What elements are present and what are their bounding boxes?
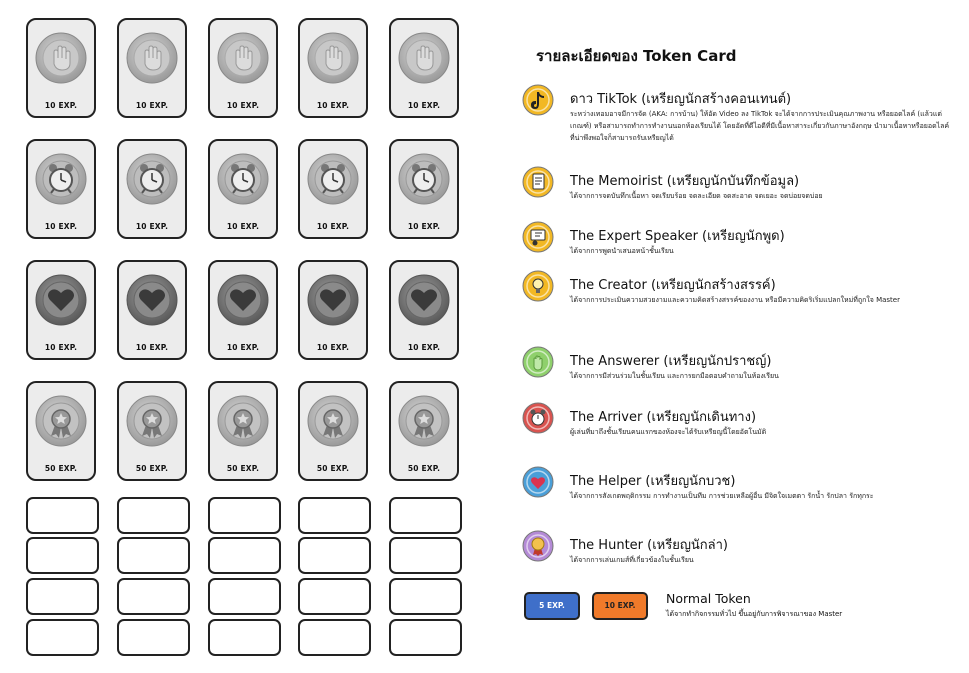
hand-icon (35, 32, 87, 84)
card-exp-label: 10 EXP. (135, 101, 169, 110)
card-exp-label: 50 EXP. (44, 464, 78, 473)
blank-card (208, 537, 281, 574)
hand-icon (126, 32, 178, 84)
token-item-name: The Answerer (เหรียญนักปราชญ์) (570, 354, 772, 369)
token-item-desc: ได้จากการมีส่วนร่วมในชั้นเรียน และการยกมือตอบคำถามในห้องเรียน (570, 372, 779, 380)
panel-title: รายละเอียดของ Token Card (536, 47, 737, 65)
alarm-clock-icon (522, 402, 554, 434)
card-exp-label: 10 EXP. (44, 343, 78, 352)
heart-icon (35, 274, 87, 326)
card-exp-label: 10 EXP. (316, 101, 350, 110)
normal-token-desc: ได้จากทำกิจกรรมทั่วไป ขึ้นอยู่กับการพิจารณาของ Master (666, 610, 843, 618)
blank-card (298, 537, 371, 574)
heart-icon (522, 466, 554, 498)
blank-card (389, 497, 462, 534)
token-card (117, 381, 187, 481)
card-exp-label: 10 EXP. (316, 343, 350, 352)
blank-card (298, 619, 371, 656)
token-item-desc: ได้จากการเล่นเกมส์ที่เกี่ยวข้องในชั้นเรียน (570, 556, 694, 564)
medal-icon (126, 395, 178, 447)
card-exp-label: 10 EXP. (407, 101, 441, 110)
hand-icon (398, 32, 450, 84)
token-item-name: The Helper (เหรียญนักบวช) (570, 474, 736, 489)
heart-icon (126, 274, 178, 326)
lightbulb-icon (522, 270, 554, 302)
card-exp-label: 10 EXP. (226, 222, 260, 231)
blank-card (117, 578, 190, 615)
token-item-name: The Arriver (เหรียญนักเดินทาง) (570, 410, 757, 425)
token-card (26, 381, 96, 481)
blank-card (208, 578, 281, 615)
medal-icon (35, 395, 87, 447)
blank-card (26, 537, 99, 574)
blank-card (298, 497, 371, 534)
card-exp-label: 10 EXP. (226, 343, 260, 352)
card-exp-label: 10 EXP. (226, 101, 260, 110)
blank-card (26, 497, 99, 534)
heart-icon (398, 274, 450, 326)
card-exp-label: 10 EXP. (135, 222, 169, 231)
token-card (389, 18, 459, 118)
blank-card (389, 578, 462, 615)
blank-card (208, 497, 281, 534)
token-item-name: The Hunter (เหรียญนักล่า) (570, 538, 728, 553)
hand-icon (307, 32, 359, 84)
token-card (208, 381, 278, 481)
speaker-icon (522, 221, 554, 253)
token-card (117, 260, 187, 360)
hand-icon (522, 346, 554, 378)
token-item-desc: ได้จากการพูดนำเสนอหน้าชั้นเรียน (570, 247, 674, 255)
token-item-name: The Creator (เหรียญนักสร้างสรรค์) (570, 278, 776, 293)
blank-card (26, 578, 99, 615)
token-item-desc: ได้จากการจดบันทึกเนื้อหา จดเรียบร้อย จดละเอียด จดสะอาด จดเยอะ จดบ่อยจดบ่อย (570, 192, 823, 200)
normal-token-name: Normal Token (666, 591, 751, 606)
hand-icon (217, 32, 269, 84)
token-item-desc: ได้จากการสังเกตพฤติกรรม การทำงานเป็นทีม การช่วยเหลือผู้อื่น มีจิตใจเมตตา รักน้ำ รักปลา รักทุกระ (570, 492, 874, 500)
token-item-name: The Memoirist (เหรียญนักบันทึกข้อมูล) (570, 174, 800, 189)
token-item-name: ดาว TikTok (เหรียญนักสร้างคอนเทนต์) (570, 92, 792, 107)
token-card (389, 139, 459, 239)
token-card (298, 139, 368, 239)
blank-card (298, 578, 371, 615)
card-exp-label: 50 EXP. (316, 464, 350, 473)
card-exp-label: 10 EXP. (407, 343, 441, 352)
token-card (298, 260, 368, 360)
medal-icon (398, 395, 450, 447)
card-exp-label: 50 EXP. (407, 464, 441, 473)
token-card (117, 139, 187, 239)
heart-icon (217, 274, 269, 326)
blank-card (117, 537, 190, 574)
blank-card (208, 619, 281, 656)
card-exp-label: 10 EXP. (135, 343, 169, 352)
blank-card (389, 537, 462, 574)
card-exp-label: 10 EXP. (407, 222, 441, 231)
normal-token-10exp: 10 EXP. (592, 592, 648, 620)
token-item-desc: ได้จากการประเมินความสวยงามและความคิดสร้างสรรค์ของงาน หรือมีความคิดริเริ่มแปลกใหม่ที่ถูกใจ Master (570, 296, 900, 304)
normal-token-5exp: 5 EXP. (524, 592, 580, 620)
card-exp-label: 50 EXP. (226, 464, 260, 473)
alarm-clock-icon (126, 153, 178, 205)
token-card (117, 18, 187, 118)
token-card (298, 381, 368, 481)
token-card (298, 18, 368, 118)
medal-icon (307, 395, 359, 447)
token-card (208, 139, 278, 239)
notebook-icon (522, 166, 554, 198)
blank-card (117, 497, 190, 534)
token-card (389, 260, 459, 360)
blank-card (117, 619, 190, 656)
token-card (26, 139, 96, 239)
alarm-clock-icon (217, 153, 269, 205)
tiktok-icon (522, 84, 554, 116)
blank-card (389, 619, 462, 656)
token-card (26, 18, 96, 118)
card-exp-label: 10 EXP. (44, 101, 78, 110)
token-item-name: The Expert Speaker (เหรียญนักพูด) (570, 229, 785, 244)
blank-card (26, 619, 99, 656)
token-item-desc: ระหว่างเทอมอาจมีการจัด (AKA: การบ้าน) ให้อัด Video ลง TikTok จะได้จากการประเมินคุณภาพงาน หรือยอดไลค์ (แล้วแต่เกณฑ์) หรือสามารถทำการทำงานนอกห้องเรียนได้ โดยอัดที่ดีไอดีที่มีเนื้อหาสาระเกี่ยวกับภาษาอังกฤษ นำมาเนื้อหาหรือยอดไลค์ที่น่าพึงพอใจก็สามารถรับเหรียญได้ (570, 110, 950, 142)
card-exp-label: 10 EXP. (44, 222, 78, 231)
medal-icon (522, 530, 554, 562)
heart-icon (307, 274, 359, 326)
token-card (208, 18, 278, 118)
medal-icon (217, 395, 269, 447)
token-item-desc: ผู้เล่นที่มาถึงชั้นเรียนคนแรกของห้องจะได้รับเหรียญนี้โดยอัตโนมัติ (570, 428, 767, 436)
alarm-clock-icon (35, 153, 87, 205)
card-exp-label: 50 EXP. (135, 464, 169, 473)
token-card (26, 260, 96, 360)
alarm-clock-icon (307, 153, 359, 205)
token-card (389, 381, 459, 481)
alarm-clock-icon (398, 153, 450, 205)
token-card (208, 260, 278, 360)
card-exp-label: 10 EXP. (316, 222, 350, 231)
